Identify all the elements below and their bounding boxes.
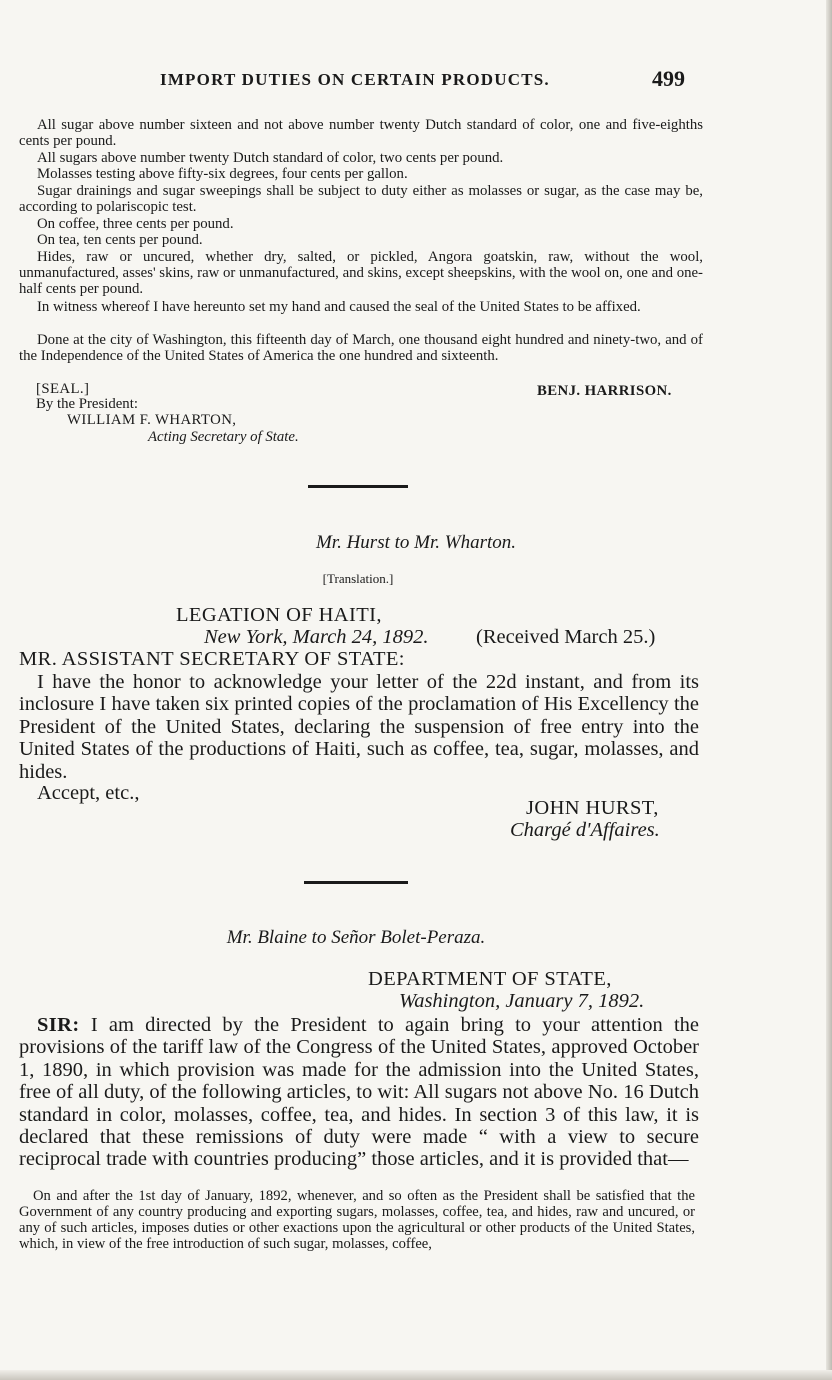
signer-harrison: BENJ. HARRISON. <box>537 383 672 399</box>
seal-mark: [SEAL.] <box>36 381 90 397</box>
signer-hurst-title: Chargé d'Affaires. <box>510 819 660 841</box>
signer-hurst: JOHN HURST, <box>526 797 659 819</box>
paragraph-tea: On tea, ten cents per pound. <box>37 232 203 248</box>
countersigner-wharton: WILLIAM F. WHARTON, <box>67 412 237 428</box>
section-divider <box>308 485 408 488</box>
letter-place-department: DEPARTMENT OF STATE, <box>368 968 612 990</box>
paragraph-sugar-above-20: All sugars above number twenty Dutch standard of color, two cents per pound. <box>37 150 504 166</box>
letter-body-blaine: SIR: I am directed by the President to again bring to your attention the provisions of the tariff law of the Congress of the United States, approved October 1, 1890, in which provision was made for the admission into the United States, free of all duty, of the following articles, to wit: All sugars not above No. 16 Dutch standard in color, molasses, coffee, tea, and hides. In section 3 of this law, it is declared that these remissions of duty were made “ with a view to secure reciprocal trade with countries producing” those articles, and it is provided that— <box>19 1014 699 1171</box>
page-edge-bottom <box>0 1370 832 1380</box>
running-head <box>0 68 832 98</box>
paragraph-sugar-drainings: Sugar drainings and sugar sweepings shall be subject to duty either as molasses or sugar, as the case may be, according to polariscopic test. <box>19 183 703 216</box>
salutation-assistant-secretary: MR. ASSISTANT SECRETARY OF STATE: <box>19 648 405 670</box>
page-edge-right <box>826 0 832 1380</box>
running-title: IMPORT DUTIES ON CERTAIN PRODUCTS. <box>160 70 550 89</box>
letter-heading-blaine: Mr. Blaine to Señor Bolet-Peraza. <box>226 927 486 948</box>
quoted-provision: On and after the 1st day of January, 1892, whenever, and so often as the President shall be satisfied that the Government of any country producing and exporting sugars, molasses, coffee, tea, and hides, raw and uncured, or any of such articles, imposes duties or other exactions upon the agricultural or other products of the United States, which, in view of the free introduction of such sugar, molasses, coffee, <box>19 1188 695 1252</box>
letter-date: New York, March 24, 1892. <box>204 626 429 648</box>
countersigner-title: Acting Secretary of State. <box>148 429 299 445</box>
received-date: (Received March 25.) <box>476 626 656 648</box>
paragraph-coffee: On coffee, three cents per pound. <box>37 216 234 232</box>
salutation-sir: SIR: <box>37 1014 80 1036</box>
letter-place-haiti: LEGATION OF HAITI, <box>176 604 382 626</box>
paragraph-molasses: Molasses testing above fifty-six degrees, four cents per gallon. <box>37 166 408 182</box>
section-divider-2 <box>304 881 408 884</box>
letter-body-hurst: I have the honor to acknowledge your letter of the 22d instant, and from its inclosure I have taken six printed copies of the proclamation of His Excellency the President of the United States, declaring the suspension of free entry into the United States of the productions of Haiti, such as coffee, tea, sugar, molasses, and hides. <box>19 671 699 783</box>
paragraph-done-at: Done at the city of Washington, this fifteenth day of March, one thousand eight hundred and ninety-two, and of the Independence of the United States of America the one hundred and sixteenth. <box>19 332 703 365</box>
page-number: 499 <box>652 66 685 91</box>
paragraph-hides: Hides, raw or uncured, whether dry, salted, or pickled, Angora goatskin, raw, without the wool, unmanufactured, asses' skins, raw or unmanufactured, and skins, except sheepskins, with the wool on, one and one-half cents per pound. <box>19 249 703 298</box>
letter-date-blaine: Washington, January 7, 1892. <box>399 990 645 1012</box>
by-the-president: By the President: <box>36 396 138 412</box>
letter-heading-hurst: Mr. Hurst to Mr. Wharton. <box>315 532 517 553</box>
paragraph-sugar-16-20: All sugar above number sixteen and not above number twenty Dutch standard of color, one and five-eighths cents per pound. <box>19 117 703 150</box>
paragraph-witness: In witness whereof I have hereunto set my hand and caused the seal of the United States to be affixed. <box>37 299 641 315</box>
translation-note: [Translation.] <box>322 571 394 586</box>
closing-accept: Accept, etc., <box>37 782 140 804</box>
